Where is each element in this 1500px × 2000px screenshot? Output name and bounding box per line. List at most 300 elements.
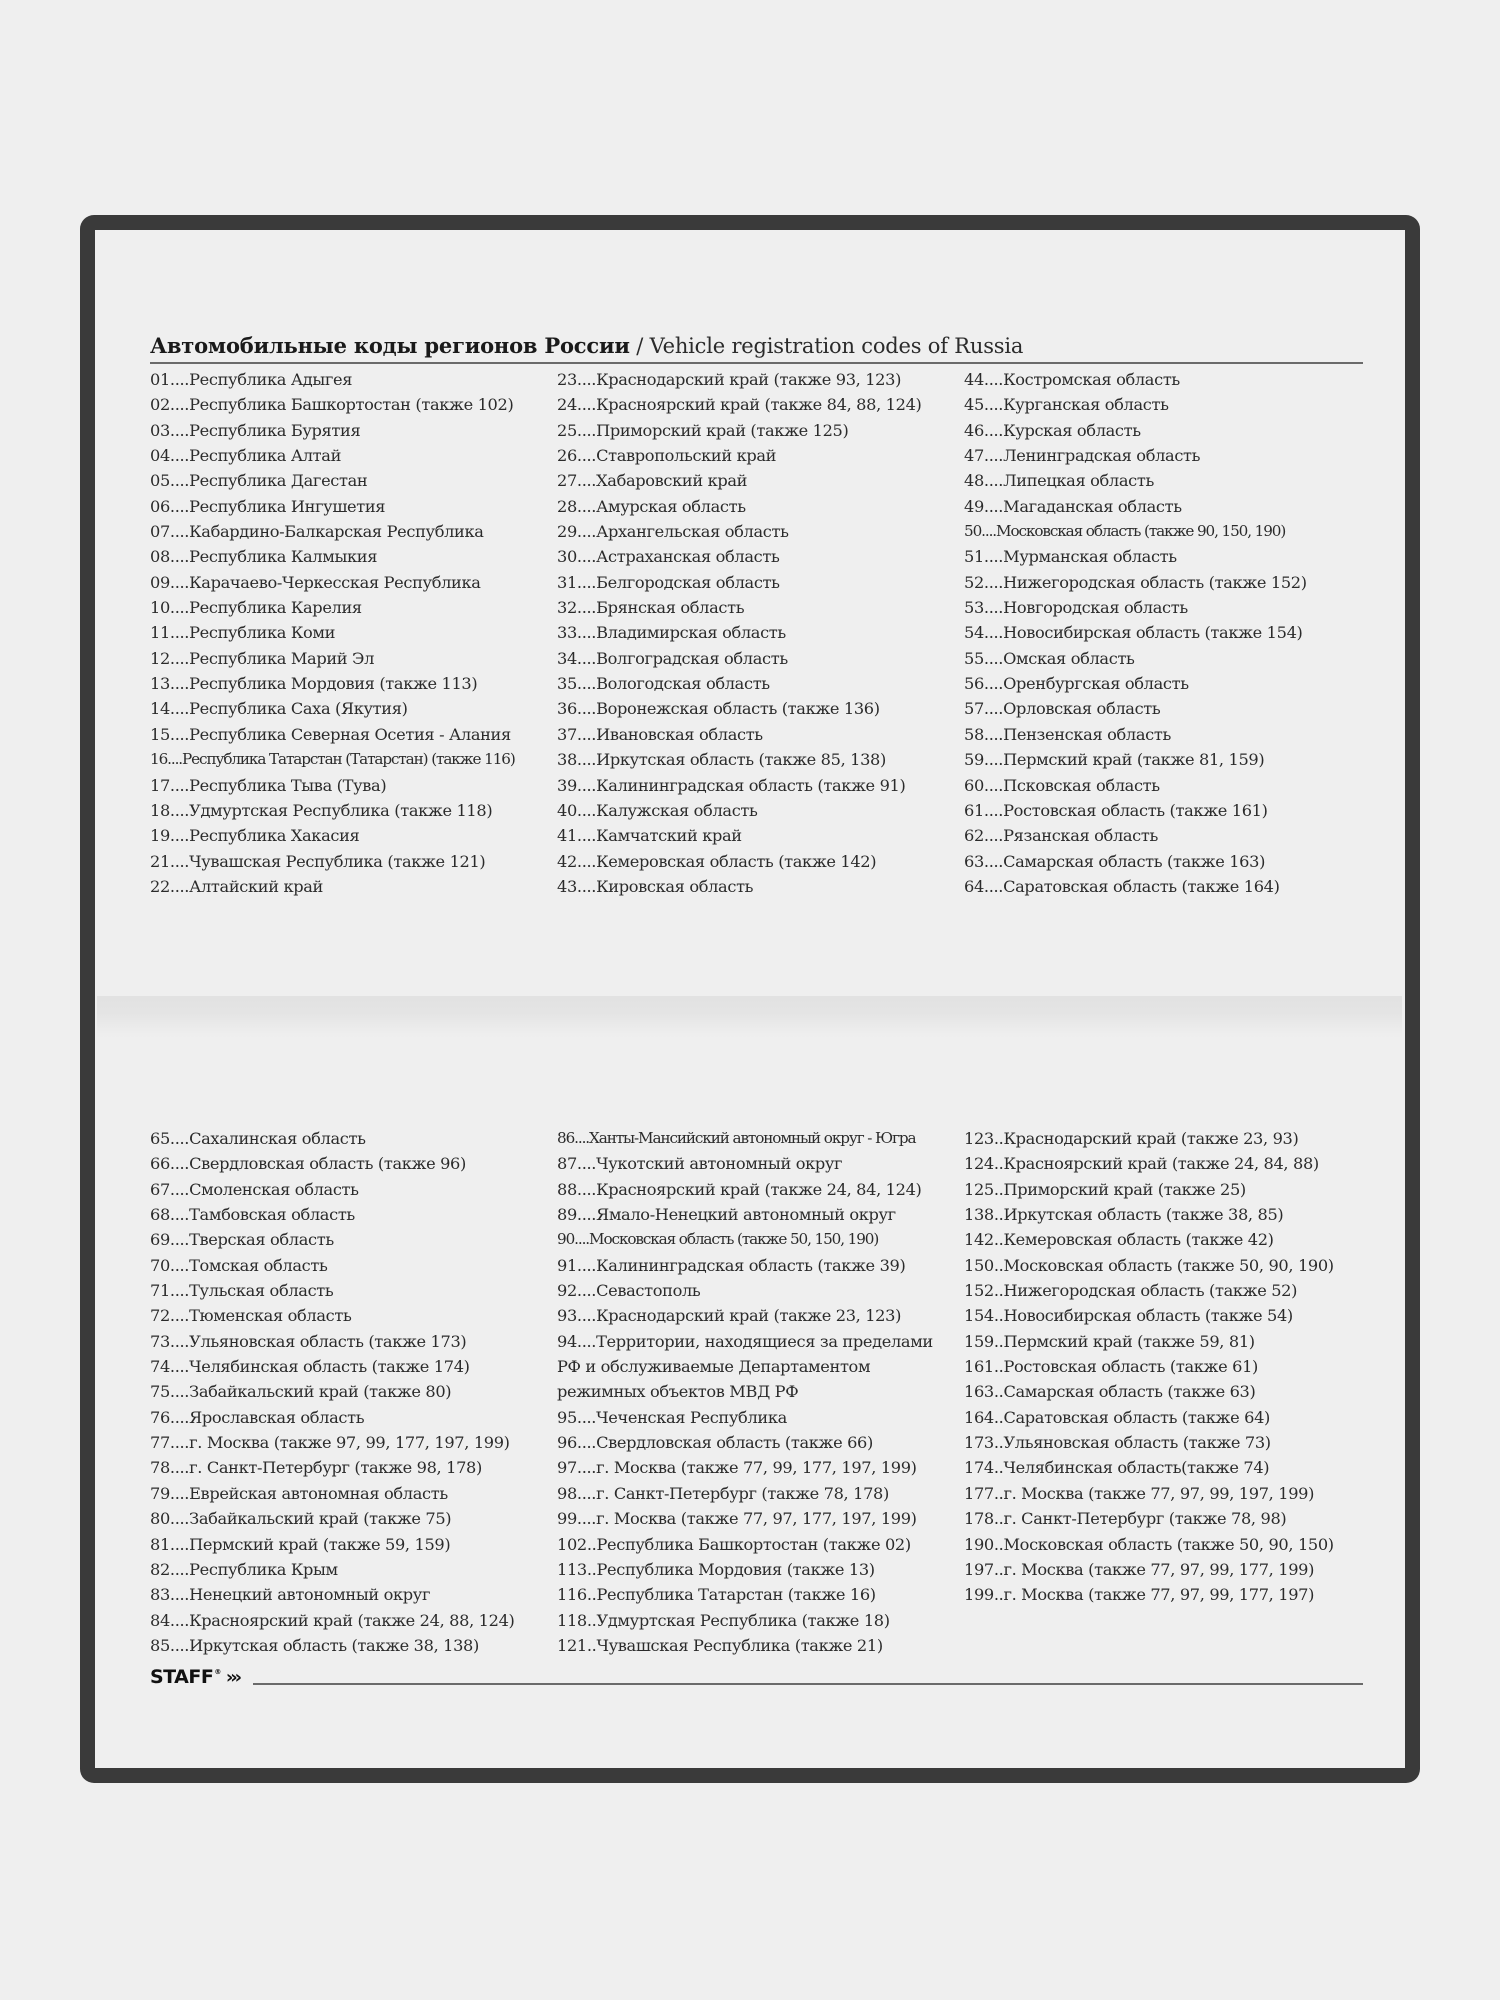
- region-code: 38....: [557, 750, 597, 770]
- region-code: 42....: [557, 851, 597, 871]
- region-row: [150, 1430, 514, 1455]
- region-row: [557, 418, 921, 443]
- region-row: [150, 1151, 514, 1176]
- region-code: 50....: [964, 522, 997, 541]
- region-list-top-col2: [557, 367, 921, 899]
- region-code: 86....: [557, 1129, 590, 1147]
- region-name: Ямало-Ненецкий автономный округ: [596, 1205, 896, 1225]
- region-name: Пензенская область: [1003, 724, 1171, 744]
- region-code: 164..: [964, 1407, 1004, 1427]
- region-name: Магаданская область: [1003, 496, 1182, 516]
- region-name: Удмуртская Республика (также 18): [596, 1610, 890, 1630]
- region-name: Ростовская область (также 61): [1003, 1357, 1258, 1377]
- region-code: 66....: [150, 1154, 190, 1174]
- region-name: Волгоградская область: [596, 648, 788, 668]
- region-code: 67....: [150, 1179, 190, 1199]
- region-row: [150, 1278, 514, 1303]
- region-name: Красноярский край (также 24, 84, 124): [596, 1179, 922, 1199]
- region-row: [964, 823, 1307, 848]
- region-row: [557, 468, 921, 493]
- staff-logo: [150, 1666, 239, 1688]
- region-code: 65....: [150, 1129, 190, 1148]
- region-code: 178..: [964, 1509, 1004, 1529]
- region-code: 118..: [557, 1610, 597, 1630]
- region-row: [150, 1126, 514, 1151]
- region-row: [150, 696, 515, 721]
- region-row: [150, 1455, 514, 1480]
- region-row: [557, 1202, 933, 1227]
- region-row: [964, 798, 1307, 823]
- title-english: / Vehicle registration codes of Russia: [636, 334, 1024, 358]
- region-name: Саратовская область (также 64): [1003, 1407, 1270, 1427]
- region-row: [964, 392, 1307, 417]
- region-code: 81....: [150, 1534, 190, 1554]
- region-code: 28....: [557, 496, 597, 516]
- region-code: 190..: [964, 1534, 1004, 1554]
- region-name: Костромская область: [1003, 370, 1180, 389]
- region-code: 10....: [150, 598, 190, 618]
- region-code: 197..: [964, 1559, 1004, 1579]
- region-name: Курская область: [1003, 420, 1141, 440]
- region-row: [964, 1379, 1334, 1404]
- region-row: [964, 544, 1307, 569]
- region-row: [557, 1329, 933, 1354]
- region-name: Иркутская область (также 38, 85): [1003, 1205, 1284, 1225]
- region-name: Карачаево-Черкесская Республика: [189, 572, 481, 592]
- region-code: 08....: [150, 547, 190, 567]
- region-row: [150, 1177, 514, 1202]
- region-name: Московская область (также 50, 90, 190): [1003, 1255, 1334, 1275]
- region-code: 177..: [964, 1483, 1004, 1503]
- region-name: Пермский край (также 59, 81): [1003, 1331, 1255, 1351]
- region-row: [150, 722, 515, 747]
- region-name: Владимирская область: [596, 623, 786, 643]
- region-name: Ярославская область: [189, 1407, 365, 1427]
- region-name: Приморский край (также 25): [1003, 1179, 1246, 1199]
- region-row: [964, 595, 1307, 620]
- region-row: [964, 773, 1307, 798]
- region-row: [964, 468, 1307, 493]
- region-code: 85....: [150, 1635, 190, 1655]
- region-row: [964, 1202, 1334, 1227]
- region-name: Ивановская область: [596, 724, 763, 744]
- region-row: [964, 1582, 1334, 1607]
- region-row: [557, 1430, 933, 1455]
- region-row: [557, 696, 921, 721]
- region-code: 07....: [150, 522, 190, 542]
- region-name: Хабаровский край: [596, 471, 748, 491]
- region-code: 61....: [964, 800, 1004, 820]
- region-code: 12....: [150, 648, 190, 668]
- region-name: Оренбургская область: [1003, 674, 1189, 694]
- region-row: [964, 570, 1307, 595]
- region-row: [964, 1430, 1334, 1455]
- region-row: [557, 874, 921, 899]
- region-row: [557, 1582, 933, 1607]
- region-code: 102..: [557, 1534, 597, 1554]
- region-code: 18....: [150, 800, 190, 820]
- region-row: [557, 671, 921, 696]
- page-fold: [97, 996, 1402, 1038]
- region-code: 11....: [150, 623, 190, 643]
- region-row: [964, 1177, 1334, 1202]
- region-row: [557, 1177, 933, 1202]
- region-code: 82....: [150, 1559, 190, 1579]
- region-row: [557, 544, 921, 569]
- region-code: 94....: [557, 1331, 597, 1351]
- region-list-top-col1: [150, 367, 515, 899]
- region-code: 04....: [150, 446, 190, 466]
- region-row: [964, 494, 1307, 519]
- region-row: [557, 1608, 933, 1633]
- region-code: 173..: [964, 1433, 1004, 1453]
- region-code: 06....: [150, 496, 190, 516]
- region-name: Республика Адыгея: [189, 370, 353, 389]
- region-code: 93....: [557, 1306, 597, 1326]
- region-name: Тюменская область: [189, 1306, 352, 1326]
- region-row: [964, 1506, 1334, 1531]
- chevrons-icon: ›››: [225, 1667, 240, 1688]
- region-name: Сахалинская область: [189, 1129, 366, 1148]
- region-row: [150, 1202, 514, 1227]
- region-code: 19....: [150, 826, 190, 846]
- region-row: [557, 1633, 933, 1658]
- region-row: [150, 1481, 514, 1506]
- region-row: [557, 747, 921, 772]
- region-name: Рязанская область: [1003, 826, 1158, 846]
- region-name: Республика Тыва (Тува): [189, 775, 387, 795]
- region-row: [557, 823, 921, 848]
- region-name: Республика Коми: [189, 623, 336, 643]
- region-row: [964, 696, 1307, 721]
- region-code: 72....: [150, 1306, 190, 1326]
- staff-logo-text: STAFF: [150, 1666, 214, 1688]
- region-code: 52....: [964, 572, 1004, 592]
- region-name: Мурманская область: [1003, 547, 1177, 567]
- region-code: 79....: [150, 1483, 190, 1503]
- region-name: г. Москва (также 77, 97, 99, 197, 199): [1003, 1483, 1315, 1503]
- region-code: 99....: [557, 1509, 597, 1529]
- region-row: [557, 1379, 933, 1404]
- region-name: Ленинградская область: [1003, 446, 1201, 466]
- region-row: [964, 1303, 1334, 1328]
- region-name: г. Москва (также 77, 99, 177, 197, 199): [596, 1458, 917, 1478]
- region-row: [557, 773, 921, 798]
- region-name: Красноярский край (также 24, 88, 124): [189, 1610, 515, 1630]
- region-name: Новосибирская область (также 54): [1003, 1306, 1293, 1326]
- region-list-bottom-col3: [964, 1126, 1334, 1608]
- region-code: 90....: [557, 1230, 590, 1249]
- region-name: РФ и обслуживаемые Департаментом: [557, 1357, 871, 1377]
- region-code: 43....: [557, 876, 597, 896]
- region-row: [150, 1354, 514, 1379]
- region-row: [964, 1405, 1334, 1430]
- region-row: [964, 1481, 1334, 1506]
- region-name: г. Москва (также 97, 99, 177, 197, 199): [189, 1433, 510, 1453]
- region-name: Республика Алтай: [189, 446, 342, 466]
- region-name: Республика Ингушетия: [189, 496, 386, 516]
- region-name: Архангельская область: [596, 522, 789, 542]
- region-code: 95....: [557, 1407, 597, 1427]
- region-code: 62....: [964, 826, 1004, 846]
- region-code: 44....: [964, 370, 1004, 389]
- region-name: Республика Карелия: [189, 598, 362, 618]
- region-row: [557, 1227, 933, 1252]
- region-row: [150, 468, 515, 493]
- region-name: Чукотский автономный округ: [596, 1154, 843, 1174]
- region-code: 89....: [557, 1205, 597, 1225]
- region-row: [964, 1151, 1334, 1176]
- region-code: 24....: [557, 395, 597, 415]
- header-divider: [150, 362, 1363, 364]
- region-row: [150, 671, 515, 696]
- region-code: 48....: [964, 471, 1004, 491]
- region-name: Нижегородская область (также 52): [1003, 1281, 1298, 1301]
- region-list-top-col3: [964, 367, 1307, 899]
- region-code: 64....: [964, 876, 1004, 896]
- region-row: [150, 620, 515, 645]
- region-code: 34....: [557, 648, 597, 668]
- registered-mark: ®: [214, 1668, 221, 1676]
- region-name: Тверская область: [189, 1230, 334, 1250]
- footer-divider: [253, 1683, 1363, 1685]
- region-code: 55....: [964, 648, 1004, 668]
- region-name: Приморский край (также 125): [596, 420, 849, 440]
- region-name: Кемеровская область (также 42): [1003, 1230, 1274, 1250]
- region-name: Самарская область (также 163): [1003, 851, 1266, 871]
- region-name: Саратовская область (также 164): [1003, 876, 1280, 896]
- region-name: Челябинская область (также 174): [189, 1357, 470, 1377]
- region-name: Ненецкий автономный округ: [189, 1585, 431, 1605]
- region-code: 75....: [150, 1382, 190, 1402]
- region-code: 124..: [964, 1154, 1004, 1174]
- region-row: [964, 443, 1307, 468]
- region-code: 26....: [557, 446, 597, 466]
- region-row: [557, 519, 921, 544]
- region-code: 88....: [557, 1179, 597, 1199]
- region-row: [557, 443, 921, 468]
- region-code: 113..: [557, 1559, 597, 1579]
- region-code: 138..: [964, 1205, 1004, 1225]
- region-row: [557, 646, 921, 671]
- region-row: [557, 1253, 933, 1278]
- region-name: Челябинская область(также 74): [1003, 1458, 1270, 1478]
- region-row: [150, 418, 515, 443]
- region-name: Калужская область: [596, 800, 758, 820]
- region-code: 13....: [150, 674, 190, 694]
- region-name: Республика Северная Осетия - Алания: [189, 724, 511, 744]
- region-name: Севастополь: [596, 1281, 701, 1301]
- region-code: 31....: [557, 572, 597, 592]
- region-code: 32....: [557, 598, 597, 618]
- region-code: 84....: [150, 1610, 190, 1630]
- region-row: [150, 1227, 514, 1252]
- region-code: 21....: [150, 851, 190, 871]
- region-code: 58....: [964, 724, 1004, 744]
- region-code: 80....: [150, 1509, 190, 1529]
- region-code: 91....: [557, 1255, 597, 1275]
- region-name: Ставропольский край: [596, 446, 777, 466]
- region-row: [557, 1557, 933, 1582]
- region-row: [964, 1278, 1334, 1303]
- region-name: Республика Крым: [189, 1559, 338, 1579]
- region-row: [150, 1379, 514, 1404]
- region-name: Республика Марий Эл: [189, 648, 375, 668]
- region-code: 49....: [964, 496, 1004, 516]
- region-row: [150, 1633, 514, 1658]
- region-name: Липецкая область: [1003, 471, 1154, 491]
- region-name: Воронежская область (также 136): [596, 699, 880, 719]
- region-name: Новосибирская область (также 154): [1003, 623, 1303, 643]
- region-name: Красноярский край (также 84, 88, 124): [596, 395, 922, 415]
- region-code: 123..: [964, 1129, 1004, 1148]
- region-name: Московская область (также 90, 150, 190): [996, 522, 1286, 541]
- region-name: Республика Татарстан (Татарстан) (также 116): [182, 750, 515, 769]
- region-name: Пермский край (также 59, 159): [189, 1534, 451, 1554]
- region-row: [964, 367, 1307, 392]
- region-name: Свердловская область (также 66): [596, 1433, 873, 1453]
- region-name: Томская область: [189, 1255, 328, 1275]
- region-code: 46....: [964, 420, 1004, 440]
- region-code: 51....: [964, 547, 1004, 567]
- region-row: [964, 646, 1307, 671]
- region-row: [150, 1532, 514, 1557]
- region-name: Брянская область: [596, 598, 745, 618]
- region-code: 87....: [557, 1154, 597, 1174]
- region-name: Амурская область: [596, 496, 746, 516]
- region-row: [557, 849, 921, 874]
- region-code: 77....: [150, 1433, 190, 1453]
- region-name: г. Санкт-Петербург (также 78, 178): [596, 1483, 889, 1503]
- region-code: 16....: [150, 750, 183, 769]
- region-row: [964, 1557, 1334, 1582]
- region-name: Республика Башкортостан (также 02): [596, 1534, 911, 1554]
- region-name: Вологодская область: [596, 674, 770, 694]
- region-code: 15....: [150, 724, 190, 744]
- region-code: 37....: [557, 724, 597, 744]
- region-name: Новгородская область: [1003, 598, 1188, 618]
- region-row: [557, 1405, 933, 1430]
- region-row: [964, 874, 1307, 899]
- region-name: Кабардино-Балкарская Республика: [189, 522, 484, 542]
- region-code: 121..: [557, 1635, 597, 1655]
- region-row: [150, 494, 515, 519]
- region-row: [557, 798, 921, 823]
- region-name: г. Санкт-Петербург (также 98, 178): [189, 1458, 482, 1478]
- region-row: [150, 1329, 514, 1354]
- region-name: Астраханская область: [596, 547, 780, 567]
- region-row: [557, 1278, 933, 1303]
- region-row: [150, 1303, 514, 1328]
- region-row: [150, 798, 515, 823]
- region-row: [964, 1253, 1334, 1278]
- region-name: Кемеровская область (также 142): [596, 851, 877, 871]
- region-row: [964, 849, 1307, 874]
- region-name: Московская область (также 50, 150, 190): [589, 1230, 879, 1249]
- region-name: Омская область: [1003, 648, 1135, 668]
- region-name: Свердловская область (также 96): [189, 1154, 466, 1174]
- region-name: Краснодарский край (также 23, 93): [1003, 1129, 1299, 1148]
- region-row: [150, 874, 515, 899]
- region-code: 29....: [557, 522, 597, 542]
- region-row: [964, 1126, 1334, 1151]
- region-name: Республика Саха (Якутия): [189, 699, 408, 719]
- region-row: [557, 595, 921, 620]
- region-row: [557, 1506, 933, 1531]
- region-code: 56....: [964, 674, 1004, 694]
- region-row: [557, 1532, 933, 1557]
- region-row: [150, 367, 515, 392]
- region-name: Белгородская область: [596, 572, 780, 592]
- region-row: [150, 570, 515, 595]
- region-code: 25....: [557, 420, 597, 440]
- region-row: [557, 494, 921, 519]
- region-name: Красноярский край (также 24, 84, 88): [1003, 1154, 1319, 1174]
- region-code: 199..: [964, 1585, 1004, 1605]
- region-row: [150, 1557, 514, 1582]
- region-code: 41....: [557, 826, 597, 846]
- region-name: Ульяновская область (также 73): [1003, 1433, 1271, 1453]
- region-row: [150, 747, 515, 772]
- region-code: 22....: [150, 876, 190, 896]
- region-code: 45....: [964, 395, 1004, 415]
- region-row: [557, 1126, 933, 1151]
- region-code: 03....: [150, 420, 190, 440]
- page-title: [150, 333, 1023, 358]
- region-code: 35....: [557, 674, 597, 694]
- region-row: [557, 1481, 933, 1506]
- region-row: [964, 620, 1307, 645]
- region-name: Республика Бурятия: [189, 420, 361, 440]
- region-row: [557, 1455, 933, 1480]
- region-name: Калининградская область (также 39): [596, 1255, 906, 1275]
- region-row: [964, 671, 1307, 696]
- region-code: 40....: [557, 800, 597, 820]
- region-row: [557, 570, 921, 595]
- region-code: 152..: [964, 1281, 1004, 1301]
- region-code: 59....: [964, 750, 1004, 770]
- region-name: Самарская область (также 63): [1003, 1382, 1256, 1402]
- region-name: Ханты-Мансийский автономный округ - Югра: [589, 1129, 916, 1147]
- region-row: [150, 443, 515, 468]
- region-name: Республика Башкортостан (также 102): [189, 395, 514, 415]
- region-code: 150..: [964, 1255, 1004, 1275]
- region-code: 01....: [150, 370, 190, 389]
- region-name: Удмуртская Республика (также 118): [189, 800, 493, 820]
- region-row: [964, 519, 1307, 544]
- region-row: [964, 1329, 1334, 1354]
- region-name: Еврейская автономная область: [189, 1483, 448, 1503]
- region-name: Республика Дагестан: [189, 471, 368, 491]
- region-code: 163..: [964, 1382, 1004, 1402]
- region-row: [964, 1455, 1334, 1480]
- region-row: [557, 367, 921, 392]
- region-row: [150, 1506, 514, 1531]
- region-name: Курганская область: [1003, 395, 1169, 415]
- region-code: 125..: [964, 1179, 1004, 1199]
- region-row: [557, 620, 921, 645]
- region-name: Забайкальский край (также 80): [189, 1382, 452, 1402]
- region-code: 09....: [150, 572, 190, 592]
- region-code: 05....: [150, 471, 190, 491]
- region-row: [557, 1151, 933, 1176]
- region-row: [557, 722, 921, 747]
- region-code: 78....: [150, 1458, 190, 1478]
- region-code: 14....: [150, 699, 190, 719]
- region-code: 71....: [150, 1281, 190, 1301]
- region-row: [150, 646, 515, 671]
- region-name: г. Москва (также 77, 97, 99, 177, 197): [1003, 1585, 1315, 1605]
